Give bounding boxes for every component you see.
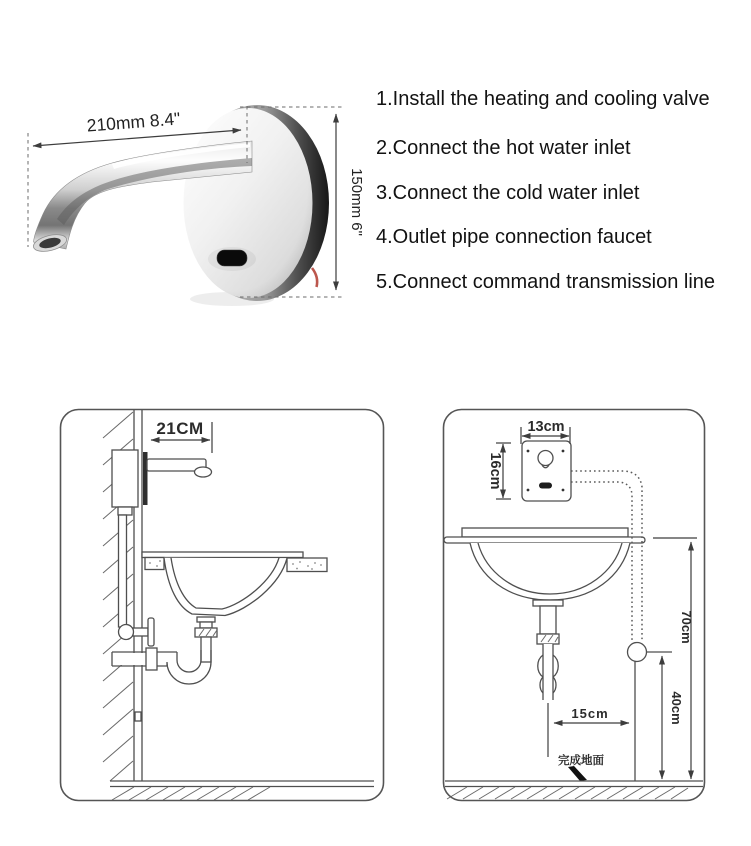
instruction-step-5: 5.Connect command transmission line	[376, 271, 716, 293]
outlet-height-label: 40cm	[669, 691, 684, 725]
product-photo-figure	[0, 60, 380, 350]
instruction-step-1: 1.Install the heating and cooling valve	[376, 88, 710, 110]
drain-front	[533, 600, 563, 757]
box-width-dimension	[521, 419, 570, 444]
outlet-height-dimension	[662, 656, 684, 779]
box-height-label: 16cm	[487, 452, 503, 490]
instruction-step-4: 4.Outlet pipe connection faucet	[376, 226, 652, 248]
control-box-outlet	[118, 507, 132, 515]
instruction-step-3: 3.Connect the cold water inlet	[376, 182, 640, 204]
left-install-diagram	[50, 405, 395, 815]
drain-offset-dimension	[554, 706, 629, 723]
drain-offset-label: 15cm	[571, 706, 609, 721]
sensor-window	[217, 250, 247, 266]
sensor-slot	[539, 483, 552, 489]
right-install-diagram	[435, 405, 715, 815]
control-box	[112, 450, 138, 507]
faucet-wall-plate	[184, 105, 330, 301]
box-height-dimension	[487, 443, 511, 499]
width-dimension-label: 210mm 8.4"	[86, 108, 182, 136]
floor	[445, 781, 703, 799]
pipe-clamp	[135, 712, 141, 721]
height-dimension-label: 150mm 6"	[348, 168, 365, 236]
counter-front	[444, 528, 645, 543]
counter	[142, 552, 303, 558]
instruction-step-2: 2.Connect the hot water inlet	[376, 137, 631, 159]
finished-floor-arrow	[568, 766, 587, 781]
box-width-label: 13cm	[527, 419, 565, 435]
floor	[110, 781, 374, 800]
red-reflection	[312, 268, 317, 287]
control-box-plate	[522, 441, 571, 501]
supply-pipe	[119, 515, 127, 627]
finished-floor-callout	[558, 753, 604, 781]
basin-side-view	[164, 558, 287, 616]
counter-height-label: 70cm	[679, 610, 694, 644]
basin-front-view	[470, 543, 630, 600]
spout-reach-dimension	[151, 419, 212, 453]
spout-reach-label: 21CM	[156, 419, 204, 438]
wall-outlet	[628, 643, 673, 782]
finished-floor-label: 完成地面	[558, 755, 604, 767]
panel-border	[444, 410, 705, 801]
counter-height-dimension	[653, 538, 697, 779]
spout-side-view	[147, 459, 212, 477]
